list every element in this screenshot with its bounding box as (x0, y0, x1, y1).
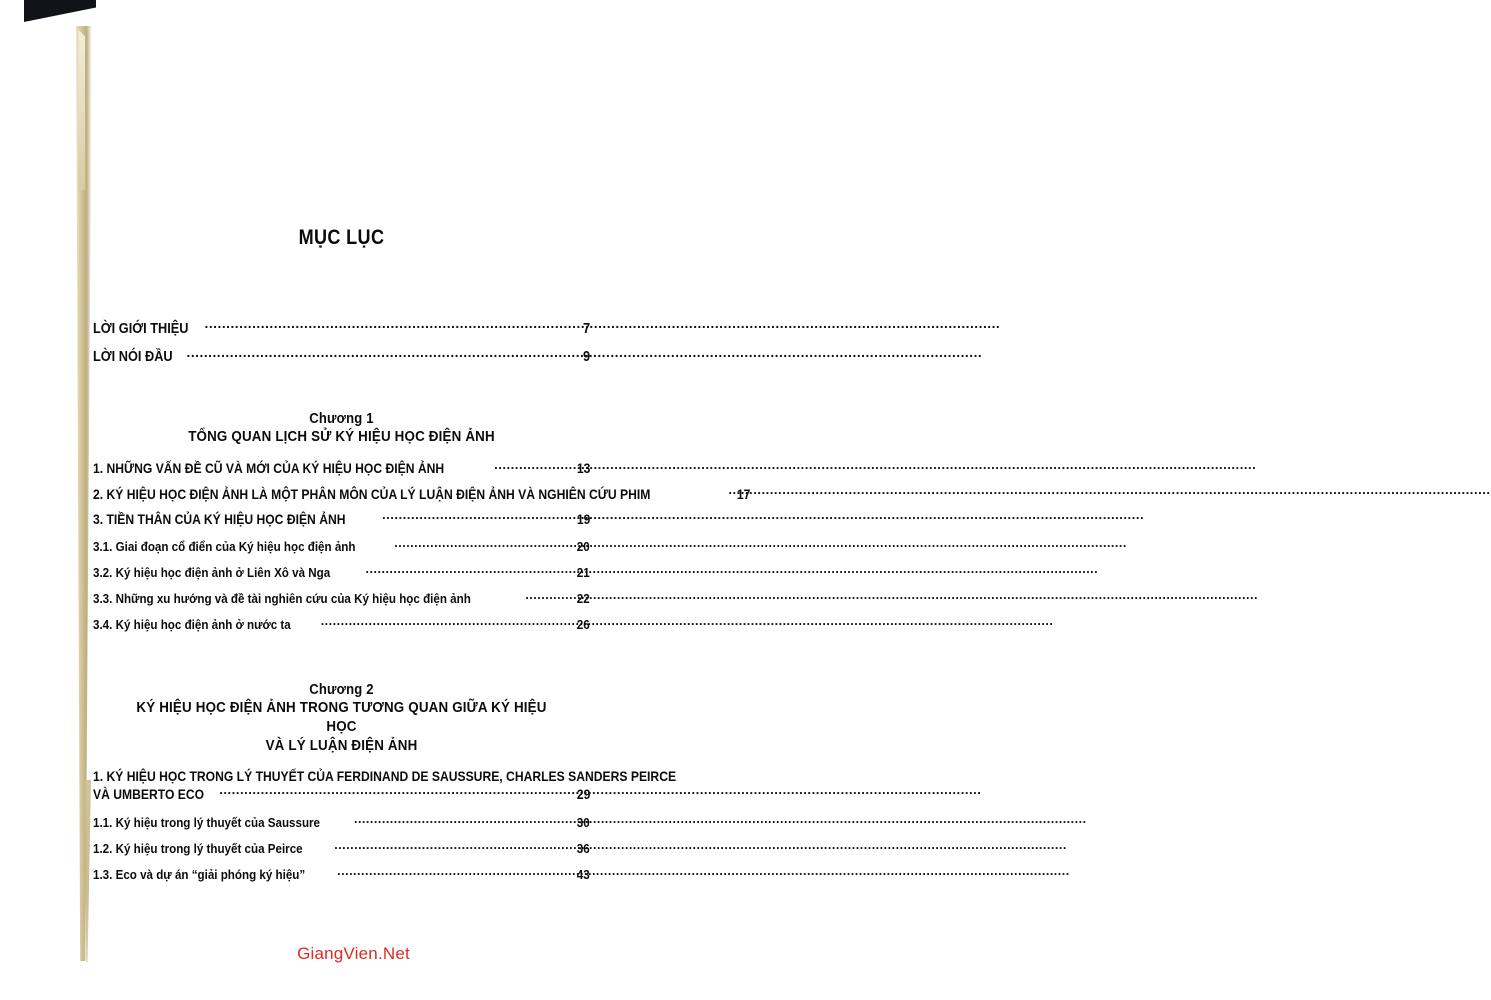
toc-entry-label: LỜI NÓI ĐẦU (93, 349, 173, 366)
toc-entry-label: 1.3. Eco và dự án “giải phóng ký hiệu” (93, 866, 306, 882)
spacer (93, 375, 590, 411)
chapter-2-title-line-2: VÀ LÝ LUẬN ĐIỆN ẢNH (265, 737, 418, 755)
toc-entry-label: 1. NHỮNG VẤN ĐỀ CŨ VÀ MỚI CỦA KÝ HIỆU HỌC ĐIỆN ẢNH (93, 461, 445, 477)
toc-entry-label: 2. KÝ HIỆU HỌC ĐIỆN ẢNH LÀ MỘT PHÂN MÔN CỦA LÝ LUẬN ĐIỆN ẢNH VÀ NGHIÊN CỨU PHIM (93, 486, 651, 502)
spacer (93, 755, 590, 769)
toc-entry (93, 510, 590, 527)
toc-entry-foreword (93, 318, 590, 337)
watermark: GiangVien.Net (297, 944, 410, 963)
toc-entry-page: 19 (576, 511, 590, 527)
chapter-2-title-line-1: KÝ HIỆU HỌC ĐIỆN ẢNH TRONG TƯƠNG QUAN GIỮA KÝ HIỆU HỌC (136, 699, 547, 736)
spacer (93, 642, 590, 682)
toc-entry-label: 1.2. Ký hiệu trong lý thuyết của Peirce (93, 840, 303, 856)
toc-subentry (93, 564, 590, 581)
dot-leader (334, 840, 574, 853)
dot-leader (219, 785, 573, 799)
dot-leader (382, 510, 574, 524)
dot-leader (321, 616, 575, 629)
page-content (93, 0, 751, 1000)
dot-leader (525, 590, 574, 603)
toc-subentry (93, 538, 590, 555)
toc-entry (93, 459, 590, 476)
toc-entry-label: 3.1. Giai đoạn cổ điển của Ký hiệu học điện ảnh (93, 539, 356, 555)
toc-entry-page: 20 (577, 539, 590, 555)
chapter-1-heading (93, 411, 590, 446)
toc-subentry (93, 814, 590, 831)
toc-entry-page: 22 (577, 591, 590, 607)
toc-entry-page: 26 (577, 617, 590, 633)
toc-entry-label: LỜI GIỚI THIỆU (93, 320, 189, 337)
toc-entry-label: 3.4. Ký hiệu học điện ảnh ở nước ta (93, 617, 291, 633)
toc-entry-page: 36 (577, 840, 590, 856)
book-page-edge-highlight (78, 30, 85, 190)
toc-entry-label-line-2: VÀ UMBERTO ECO (93, 787, 205, 803)
toc-entry-label-line-1: 1. KÝ HIỆU HỌC TRONG LÝ THUYẾT CỦA FERDINAND DE SAUSSURE, CHARLES SANDERS PEIRCE (93, 769, 677, 785)
toc-entry-page: 30 (577, 814, 590, 830)
toc-subentry (93, 616, 590, 633)
toc-entry-page: 7 (582, 320, 590, 337)
toc-entry-page: 43 (577, 866, 590, 882)
toc-entry-line-2 (93, 785, 590, 802)
toc-entry-preface (93, 347, 590, 366)
toc-entry-page: 29 (576, 787, 590, 803)
dot-leader (728, 485, 734, 499)
dot-leader (354, 814, 574, 827)
chapter-2-label: Chương 2 (309, 682, 374, 699)
toc-entry-label: 3.2. Ký hiệu học điện ảnh ở Liên Xô và Nga (93, 565, 331, 581)
scan-shadow-artifact (24, 0, 96, 22)
table-of-contents (93, 318, 751, 891)
toc-entry (93, 485, 751, 502)
chapter-1-label: Chương 1 (309, 411, 374, 428)
dot-leader (187, 347, 581, 362)
page-title: MỤC LỤC (298, 226, 385, 249)
dot-leader (205, 318, 581, 333)
toc-subentry (93, 590, 590, 607)
toc-entry-label: 3. TIỀN THÂN CỦA KÝ HIỆU HỌC ĐIỆN ẢNH (93, 511, 346, 527)
toc-entry-page: 17 (737, 486, 751, 502)
toc-subentry (93, 865, 590, 882)
toc-entry-page: 21 (577, 565, 590, 581)
chapter-1-title: TỔNG QUAN LỊCH SỬ KÝ HIỆU HỌC ĐIỆN ẢNH (188, 428, 495, 446)
toc-subentry (93, 840, 590, 857)
dot-leader (494, 459, 574, 473)
toc-entry-wrapped (93, 769, 677, 803)
dot-leader (337, 865, 574, 878)
toc-entry-label: 1.1. Ký hiệu trong lý thuyết của Saussure (93, 814, 321, 830)
chapter-2-heading (93, 682, 590, 755)
toc-entry-page: 13 (576, 461, 590, 477)
toc-entry-page: 9 (582, 349, 590, 366)
dot-leader (394, 538, 574, 551)
toc-entry-label: 3.3. Những xu hướng và đề tài nghiên cứu của Ký hiệu học điện ảnh (93, 591, 471, 607)
dot-leader (366, 564, 575, 577)
